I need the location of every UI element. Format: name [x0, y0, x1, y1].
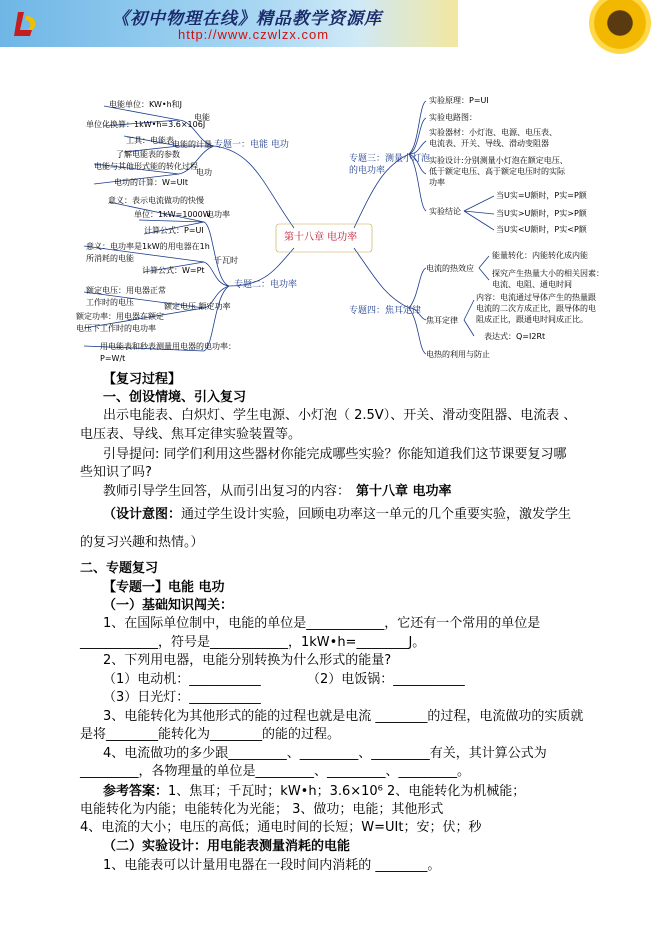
node-energy: 电能	[194, 113, 210, 122]
para-2-line-1: 引导提问: 同学们利用这些器材你能完成哪些实验？你能知道我们这节课要复习哪	[103, 447, 567, 462]
node-unit-conversion: 单位化换算：1kW•h=3.6×106J	[86, 120, 206, 129]
node-exp-conclusion: 实验结论	[429, 207, 461, 216]
node-rated-voltage-2: 工作时的电压	[86, 298, 134, 307]
para-3-chapter: 第十八章 电功率	[356, 484, 452, 499]
question-1-line-1: 1、在国际单位制中，电能的单位是____________，它还有一个常用的单位是	[103, 616, 541, 631]
node-kwh-formula: 计算公式：W=Pt	[142, 266, 205, 275]
para-3	[103, 484, 452, 500]
review-heading: 【复习过程】	[103, 372, 182, 387]
node-joule-content-1: 内容：电流通过导体产生的热量跟	[476, 293, 596, 302]
para-4-line-1	[103, 507, 571, 523]
subsection-1-heading: （一）基础知识闯关：	[103, 598, 234, 613]
answer-line-2: 电能转化为内能；电能转化为光能； 3、做功；电能；其他形式	[80, 802, 444, 817]
topic-3-line-1: 专题三：测量小灯泡	[349, 154, 431, 164]
question-2-item-2: （2）电饭锅：___________	[307, 672, 465, 687]
node-joule-law: 焦耳定律	[426, 316, 458, 325]
answer-line-3: 4、电流的大小；电压的高低；通电时间的长短；W=UIt；安；伏；秒	[80, 820, 482, 835]
node-rated-power-1: 额定功率：用电器在额定	[76, 312, 164, 321]
node-conversion-process: 电能与其他形式能的转化过程	[94, 162, 198, 171]
node-energy-conversion: 能量转化：内能转化成内能	[492, 251, 588, 260]
banner-title: 《初中物理在线》精品教学资源库	[112, 9, 382, 29]
answer-text-1: 1、焦耳；千瓦时；kW•h；3.6×10⁶ 2、电能转化为机械能；	[168, 784, 526, 799]
para-2-line-2: 些知识了吗?	[80, 465, 152, 480]
section-2-heading: 二、专题复习	[80, 561, 159, 576]
topic-3-line-2: 的电功率	[349, 166, 386, 176]
node-joule-content-2: 电流的二次方成正比，跟导体的电	[476, 304, 596, 313]
question-2: 2、下列用电器，电能分别转换为什么形式的能量?	[103, 653, 392, 668]
node-kwh-meaning-1: 意义：电功率是1kW的用电器在1h	[86, 242, 210, 251]
node-exp-equipment-1: 实验器材：小灯泡、电源、电压表、	[429, 128, 557, 137]
node-conclusion-1: 当U实=U额时，P实=P额	[496, 191, 587, 200]
node-joule-formula: 表达式：Q=I2Rt	[484, 332, 546, 341]
node-power-unit: 单位：1kW=1000W	[134, 210, 211, 219]
node-exp-design-3: 功率	[429, 178, 445, 187]
node-power-formula: 计算公式：P=UI	[144, 226, 204, 235]
topic-1-heading: 【专题一】电能 电功	[103, 580, 225, 595]
design-intent-text: 通过学生设计实验，回顾电功率这一单元的几个重要实验，激发学生	[181, 507, 572, 522]
node-exp-principle: 实验原理：P=UI	[429, 96, 489, 105]
topic-1: 专题一：电能 电功	[214, 140, 289, 150]
node-rated-voltage-1: 额定电压：用电器正常	[86, 286, 166, 295]
question-1-line-2: ____________，符号是____________，1kW•h=________J。	[80, 635, 426, 650]
mind-map	[64, 96, 604, 368]
question-4-line-1: 4、电流做功的多少跟_________、_________、_________有关，其计算公式为	[103, 746, 547, 761]
node-exp-equipment-2: 电流表、开关、导线、滑动变阻器	[429, 139, 549, 148]
answer-line-1	[103, 784, 525, 800]
node-conclusion-2: 当U实>U额时，P实>P额	[496, 209, 587, 218]
node-rated: 额定电压 额定功率	[164, 302, 231, 311]
header-banner	[0, 0, 458, 47]
node-rated-power-2: 电压下工作时的电功率	[76, 324, 156, 333]
section-1-heading: 一、创设情境、引入复习	[103, 390, 247, 405]
node-heat-use: 电热的利用与防止	[426, 350, 490, 359]
node-kwh: 千瓦时	[214, 256, 238, 265]
node-heat-factors-1: 探究产生热量大小的相关因素：	[492, 269, 604, 278]
topic-4: 专题四：焦耳定律	[349, 306, 422, 316]
question-3-line-1: 3、电能转化为其他形式的能的过程也就是电流 ________的过程，电流做功的实质就	[103, 709, 584, 724]
question-4-line-2: _________，各物理量的单位是_________、_________、_________。	[80, 764, 471, 779]
subsection-2-heading: （二）实验设计：用电能表测量消耗的电能	[103, 839, 351, 854]
node-joule-content-3: 阻成正比，跟通电时间成正比。	[476, 315, 588, 324]
node-heat-factors-2: 电流、电阻、通电时间	[492, 280, 572, 289]
node-exp-design-1: 实验设计:分别测量小灯泡在额定电压、	[429, 156, 568, 165]
node-power: 电功率	[206, 210, 230, 219]
node-power-meaning: 意义：表示电流做功的快慢	[108, 196, 204, 205]
node-conclusion-3: 当U实<U额时，P实<P额	[496, 225, 587, 234]
mind-map-center: 第十八章 电功率	[284, 232, 358, 243]
question-2-item-3: （3）日光灯：___________	[103, 690, 261, 705]
question-3-line-2: 是将________能转化为________的能的过程。	[80, 727, 341, 742]
logo-icon	[10, 8, 42, 40]
para-3-text: 教师引导学生回答，从而引出复习的内容：	[103, 484, 351, 499]
question-5: 1、电能表可以计量用电器在一段时间内消耗的 ________。	[103, 858, 441, 873]
node-heat-effect: 电流的热效应	[426, 264, 474, 273]
node-energy-measure: 电能的计量	[172, 140, 212, 149]
node-exp-design-2: 低于额定电压、高于额定电压时的实际	[429, 167, 565, 176]
question-2-item-1: （1）电动机：___________	[103, 672, 261, 687]
node-kwh-meaning-2: 所消耗的电能	[86, 254, 134, 263]
answer-label: 参考答案：	[103, 784, 169, 799]
topic-2: 专题二：电功率	[234, 280, 298, 290]
node-measure-formula: P=W/t	[100, 354, 126, 363]
node-work: 电功	[196, 168, 212, 177]
node-energy-unit: 电能单位：KW•h和J	[109, 100, 183, 109]
banner-url[interactable]: http://www.czwlzx.com	[178, 27, 330, 42]
para-4-line-2: 的复习兴趣和热情。）	[80, 535, 204, 550]
design-intent-label: （设计意图：	[103, 507, 182, 522]
node-tool: 工具：电能表	[126, 136, 174, 145]
node-measure-power: 用电能表和秒表测量用电器的电功率：	[100, 342, 236, 351]
node-work-formula: 电功的计算：W=UIt	[114, 178, 188, 187]
node-exp-circuit: 实验电路图：	[429, 113, 477, 122]
para-1-line-1: 出示电能表、白炽灯、学生电源、小灯泡（ 2.5V）、开关、滑动变阻器、电流表 、	[103, 408, 577, 423]
para-1-line-2: 电压表、导线、焦耳定律实验装置等。	[80, 427, 302, 442]
node-meter-params: 了解电能表的参数	[116, 150, 180, 159]
